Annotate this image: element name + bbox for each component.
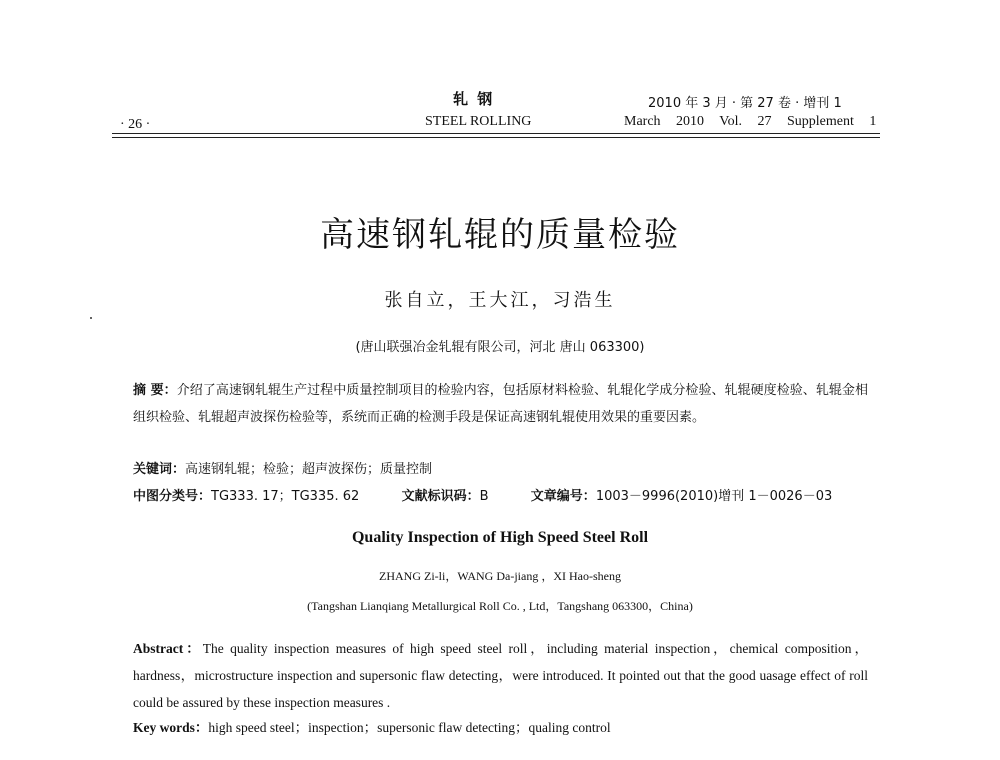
issue-info-en: March 2010 Vol. 27 Supplement 1 — [624, 114, 877, 129]
abstract-cn — [133, 377, 868, 431]
authors-cn: 张自立，王大江，习浩生 — [384, 290, 616, 311]
keywords-en-label: Key words： — [133, 720, 209, 735]
issue-info-cn: 2010 年 3 月 · 第 27 卷 · 增刊 1 — [648, 96, 842, 111]
article-title-en: Quality Inspection of High Speed Steel Roll — [351, 529, 649, 546]
abstract-cn-text: 介绍了高速钢轧辊生产过程中质量控制项目的检验内容，包括原材料检验、轧辊化学成分检验、轧辊硬度检验、轧辊金相组织检验、轧辊超声波探伤检验等，系统而正确的检测手段是保证高速钢轧辊使用效果的重要因素。 — [133, 383, 868, 425]
classification-row — [133, 485, 832, 504]
article-no-value: 1003－9996(2010)增刊 1－0026－03 — [595, 489, 833, 504]
affiliation-en: (Tangshan Lianqiang Metallurgical Roll Co. , Ltd，Tangshang 063300，China) — [307, 599, 693, 613]
journal-name-cn: 轧 钢 — [453, 90, 495, 108]
authors-en: ZHANG Zi-li，WANG Da-jiang ，XI Hao-sheng — [379, 569, 621, 583]
article-no-label: 文章编号： — [530, 489, 596, 504]
keywords-cn-text: 高速钢轧辊；检验；超声波探伤；质量控制 — [185, 462, 433, 477]
clc-value: TG333. 17；TG335. 62 — [211, 489, 360, 504]
margin-dot — [90, 317, 92, 319]
doc-code-label: 文献标识码： — [401, 489, 480, 504]
abstract-cn-label: 摘 要： — [133, 383, 177, 398]
abstract-en-text: The quality inspection measures of high speed steel roll，including material inspection，chemical composition，hardness，microstructure inspection and supersonic flaw detecting，were introduced. It pointed out that the good uasage effect of roll could be assured by these inspection measures . — [133, 641, 868, 710]
keywords-cn — [133, 458, 432, 477]
affiliation-cn: (唐山联强冶金轧辊有限公司，河北 唐山 063300) — [355, 340, 645, 355]
article-title-cn: 高速钢轧辊的质量检验 — [320, 215, 680, 255]
header-rule-thin — [112, 137, 880, 138]
clc-label: 中图分类号： — [133, 489, 212, 504]
page-number: · 26 · — [120, 117, 151, 132]
header-rule-thick — [112, 133, 880, 134]
keywords-en — [133, 716, 611, 736]
abstract-en — [133, 635, 868, 716]
journal-name-en: STEEL ROLLING — [425, 114, 532, 129]
abstract-en-label: Abstract： — [133, 641, 203, 656]
keywords-en-text: high speed steel；inspection；supersonic flaw detecting；qualing control — [208, 720, 611, 735]
doc-code-value: B — [479, 489, 489, 504]
keywords-cn-label: 关键词： — [133, 462, 186, 477]
